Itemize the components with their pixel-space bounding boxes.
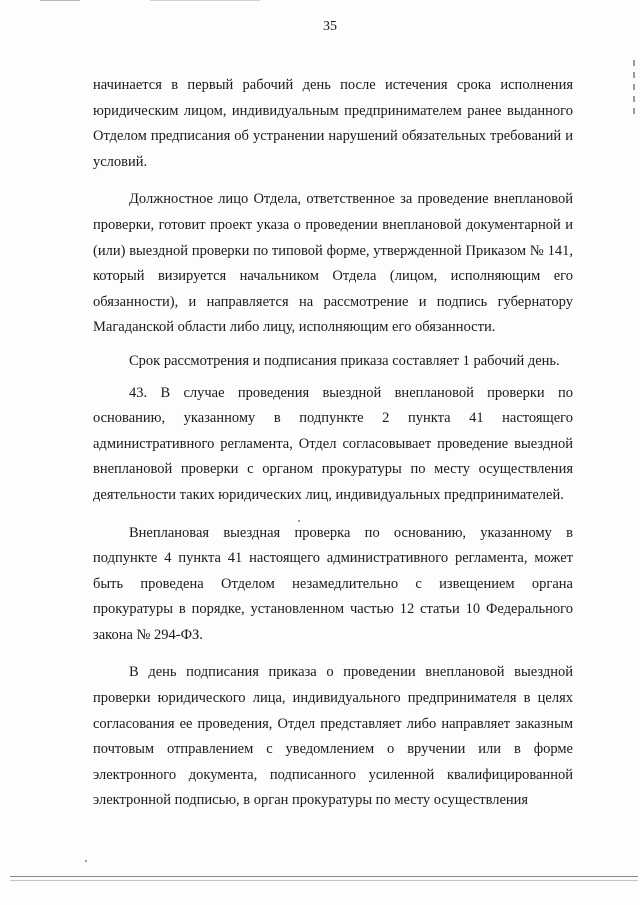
scan-edge-mark [150, 0, 260, 3]
page-number: 35 [323, 19, 337, 34]
scan-speck [85, 860, 87, 862]
paragraph-item-43: 43. В случае проведения выездной внеплановой проверки по основанию, указанному в подпункте 2 пункта 41 настоящего административного регламента, Отдел согласовывает проведение выездной внеплановой проверки с органом прокуратуры по месту осуществления деятельности таких юридических лиц, индивидуальных предпринимателей. [93, 384, 573, 503]
scan-speck [298, 520, 300, 522]
scan-bottom-edge [10, 880, 638, 881]
body-text [93, 73, 573, 814]
scan-edge-mark [40, 0, 80, 4]
scan-bottom-edge [10, 876, 638, 877]
paragraph-review-term: Срок рассмотрения и подписания приказа составляет 1 рабочий день. [129, 352, 560, 369]
paragraph-official-prepares-order: Должностное лицо Отдела, ответственное за проведение внеплановой проверки, готовит проект указа о проведении внеплановой документарной и (или) выездной проверки по типовой форме, утвержденной Приказом № 141, который визируется начальником Отдела (лицом, исполняющим его обязанности), и направляется на рассмотрение и подпись губернатору Магаданской области либо лицу, исполняющим его обязанности. [93, 191, 573, 336]
paragraph-signing-day: В день подписания приказа о проведении внеплановой выездной проверки юридического лица, индивидуального предпринимателя в целях согласования ее проведения, Отдел представляет либо направляет заказным почтовым отправлением с уведомлением о вручении или в форме электронного документа, подписанного усиленной квалифицированной электронной подписью, в орган прокуратуры по месту осуществления [93, 664, 573, 809]
binding-marks [630, 60, 638, 130]
paragraph-unscheduled-inspection: Внеплановая выездная проверка по основанию, указанному в подпункте 4 пункта 41 настоящего административного регламента, может быть проведена Отделом незамедлительно с извещением органа прокуратуры в порядке, установленном частью 12 статьи 10 Федерального закона № 294-ФЗ. [93, 524, 573, 643]
paragraph-continuation: начинается в первый рабочий день после истечения срока исполнения юридическим лицом, индивидуальным предпринимателем ранее выданного Отделом предписания об устранении нарушений обязательных требований и условий. [93, 77, 573, 170]
